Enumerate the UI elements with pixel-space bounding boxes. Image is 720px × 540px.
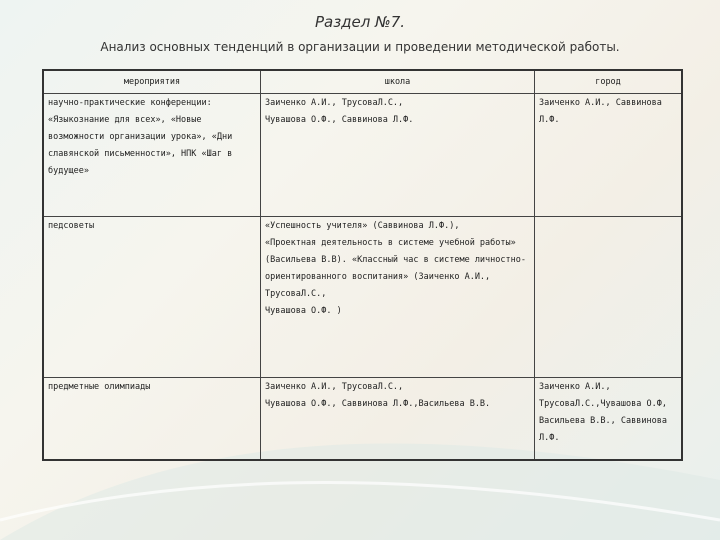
page-subtitle: Анализ основных тенденций в организации и проведении методической работы. (100, 40, 620, 54)
cell-city: Заиченко А.И., ТрусоваЛ.С.,Чувашова О.Ф, Васильева В.В., Саввинова Л.Ф. (535, 377, 683, 460)
cell-school: Заиченко А.И., ТрусоваЛ.С., Чувашова О.Ф., Саввинова Л.Ф. (261, 94, 535, 217)
column-header-city: город (535, 70, 683, 94)
cell-event: научно-практические конференции: «Языкознание для всех», «Новые возможности организации урока», «Дни славянской письменности», НПК «Шаг в будущее» (43, 94, 261, 217)
cell-city: Заиченко А.И., Саввинова Л.Ф. (535, 94, 683, 217)
cell-event: предметные олимпиады (43, 377, 261, 460)
column-header-school: школа (261, 70, 535, 94)
methodical-work-table (42, 69, 683, 461)
cell-school: «Успешность учителя» (Саввинова Л.Ф.), «Проектная деятельность в системе учебной работы» (Васильева В.В). «Классный час в системе личностно-ориентированного воспитания» (Заиченко А.И., ТрусоваЛ.С., Чувашова О.Ф. ) (261, 217, 535, 378)
cell-school: Заиченко А.И., ТрусоваЛ.С., Чувашова О.Ф., Саввинова Л.Ф.,Васильева В.В. (261, 377, 535, 460)
column-header-events: мероприятия (43, 70, 261, 94)
table-row (43, 94, 682, 217)
page-title: Раздел №7. (314, 13, 406, 31)
table-row (43, 217, 682, 378)
table-row (43, 377, 682, 460)
cell-city (535, 217, 683, 378)
table-header-row (43, 70, 682, 94)
cell-event: педсоветы (43, 217, 261, 378)
